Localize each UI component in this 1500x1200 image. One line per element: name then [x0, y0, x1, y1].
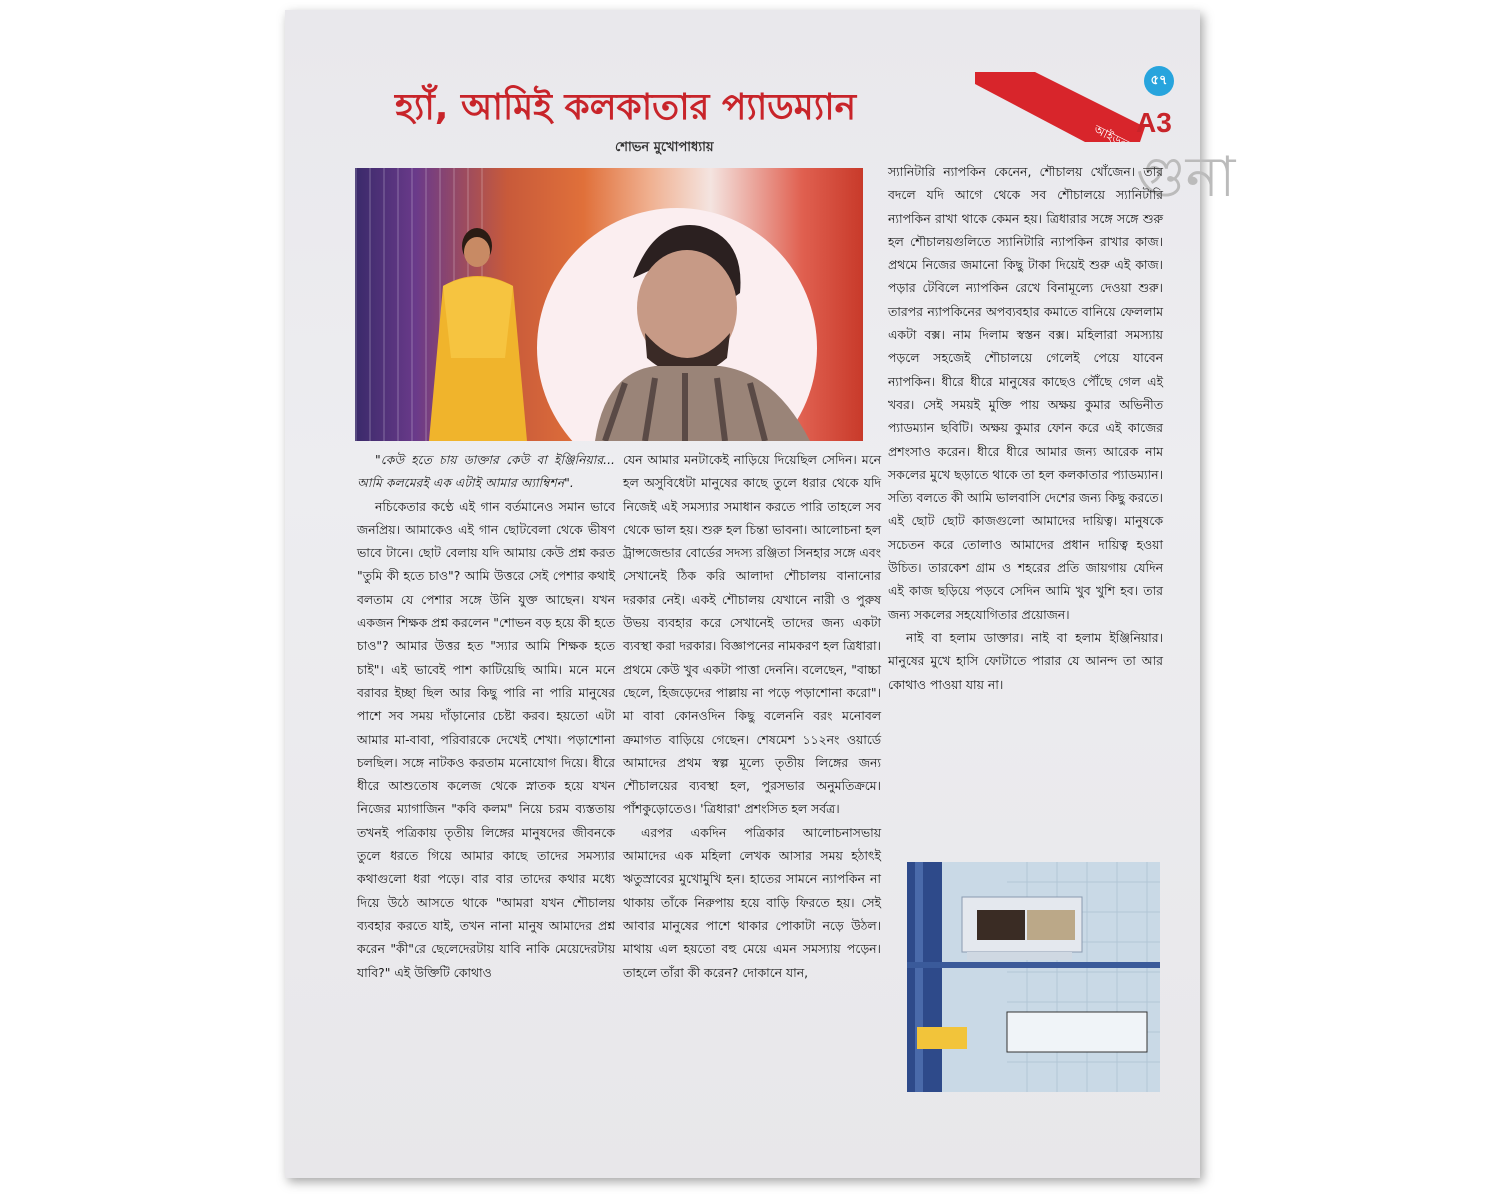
column-3-paragraph-1: স্যানিটারি ন্যাপকিন কেনেন, শৌচালয় খোঁজেন। তার বদলে যদি আগে থেকে সব শৌচালয়ে স্যানিটারি ন্যাপকিন রাখা থাকে কেমন হয়। ত্রিধারার সঙ্গে সঙ্গে শুরু হল শৌচালয়গুলিতে স্যানিটারি ন্যাপকিন রাখার কাজ। প্রথমে নিজের জমানো কিছু টাকা দিয়েই শুরু এই কাজ। পড়ার টেবিলে ন্যাপকিন রেখে বিনামূল্যে দেওয়া শুরু। তারপর ন্যাপকিনের অপব্যবহার কমাতে বানিয়ে ফেললাম একটা বক্স। নাম দিলাম স্বস্তন বক্স। মহিলারা সমস্যায় পড়লে সহজেই শৌচালয়ে গেলেই পেয়ে যাবেন ন্যাপকিন। ধীরে ধীরে মানুষের কাছেও পৌঁছে গেল এই খবর। সেই সময়ই মুক্তি পায় অক্ষয় কুমার অভিনীত প্যাডম্যান ছবিটি। অক্ষয় কুমার ফোন করে এই কাজের প্রশংসাও করেন। ধীরে ধীরে আমার জন্য আরেক নাম সকলের মুখে ছড়াতে থাকে তা হল কলকাতার প্যাডম্যান। সত্যি বলতে কী আমি ভালবাসি দেশের জন্য কিছু করতে। এই ছোট ছোট কাজগুলো আমাদের দায়িত্ব। মানুষকে সচেতন করে তোলাও আমাদের প্রধান দায়িত্ব হওয়া উচিত। তারকেশ গ্রাম ও শহরের প্রতি জায়গায় যেদিন এই কাজ ছড়িয়ে পড়বে সেদিন আমি খুব খুশি হব। তার জন্য সকলের সহযোগিতার প্রয়োজন।	[888, 164, 1163, 622]
column-3-paragraph-2: নাই বা হলাম ডাক্তার। নাই বা হলাম ইঞ্জিনিয়ার। মানুষের মুখে হাসি ফোটাতে পারার যে আনন্দ তা আর কোথাও পাওয়া যায় না।	[888, 629, 1163, 692]
column-2-paragraph-1: যেন আমার মনটাকেই নাড়িয়ে দিয়েছিল সেদিন। মনে হল অসুবিধেটা মানুষের কাছে তুলে ধরার থেকে যদি নিজেই এই সমস্যার সমাধান করতে পারি তাহলে সব থেকে ভাল হয়। শুরু হল চিন্তা ভাবনা। আলোচনা হল ট্রান্সজেন্ডার বোর্ডের সদস্য রঞ্জিতা সিনহার সঙ্গে এবং সেখানেই ঠিক করি আলাদা শৌচালয় বানানোর দরকার নেই। একই শৌচালয় যেখানে নারী ও পুরুষ উভয় ব্যবহার করে সেখানেই তাদের জন্য একটা ব্যবস্থা করা দরকার। বিজ্ঞাপনের নামকরণ হল ত্রিধারা। প্রথমে কেউ খুব একটা পাত্তা দেননি। বলেছেন, "বাচ্চা ছেলে, হিজড়েদের পাল্লায় না পড়ে পড়াশোনা করো"। মা বাবা কোনওদিন কিছু বলেননি বরং মনোবল ক্রমাগত বাড়িয়ে গেছেন। শেষমেশ ১১২নং ওয়ার্ডে আমাদের প্রথম স্বল্প মূল্যে তৃতীয় লিঙ্গের জন্য শৌচালয়ের ব্যবস্থা হল, পুরসভার অনুমতিক্রমে। পাঁশকুড়োতেও। 'ত্রিধারা' প্রশংসিত হল সর্বত্র।	[623, 452, 881, 817]
column-1-paragraph: নচিকেতার কণ্ঠে এই গান বর্তমানেও সমান ভাবে জনপ্রিয়। আমাকেও এই গান ছোটবেলা থেকে ভীষণ ভাবে টানে। ছোট বেলায় যদি আমায় কেউ প্রশ্ন করত "তুমি কী হতে চাও"? আমি উত্তরে সেই পেশার কথাই বলতাম যে পেশার সঙ্গে উনি যুক্ত আছেন। যখন একজন শিক্ষক প্রশ্ন করলেন "শোভন বড় হয়ে কী হতে চাও"? আমার উত্তর হত "স্যার আমি শিক্ষক হতে চাই"। এই ভাবেই পাশ কাটিয়েছি আমি। মনে মনে বরাবর ইচ্ছা ছিল আর কিছু পারি না পারি মানুষের পাশে সব সময় দাঁড়ানোর চেষ্টা করব। হয়তো এটা আমার মা-বাবা, পরিবারকে দেখেই শেখা। পড়াশোনা চলছিল। সঙ্গে নাটকও করতাম মনোযোগ দিয়ে। ধীরে ধীরে আশুতোষ কলেজ থেকে স্নাতক হয়ে যখন নিজের ম্যাগাজিন "কবি কলম" নিয়ে চরম ব্যস্ততায় তখনই পত্রিকায় তৃতীয় লিঙ্গের মানুষদের জীবনকে তুলে ধরতে গিয়ে আমার কাছে তাদের সমস্যার কথাগুলো ধরা পড়ে। বার বার তাদের কথার মধ্যে দিয়ে উঠে আসতে থাকে "আমরা যখন শৌচালয় ব্যবহার করতে যাই, তখন নানা মানুষ আমাদের প্রশ্ন করেন "কী"রে ছেলেদেরটায় যাবি নাকি মেয়েদেরটায় যাবি?" এই উক্তিটি কোথাও	[357, 498, 615, 980]
opening-quote: "কেউ হতে চায় ডাক্তার কেউ বা ইঞ্জিনিয়ার... আমি কলমেরই এক এটাই আমার অ্যাম্বিশন".	[357, 452, 615, 491]
washroom-illustration	[907, 862, 1160, 1092]
article-column-3	[888, 160, 1163, 696]
article-title: হ্যাঁ, আমিই কলকাতার প্যাডম্যান	[395, 87, 857, 128]
header-photo	[355, 168, 863, 441]
logo-bottom-text: গুনা	[1136, 145, 1236, 210]
article-byline: শোভন মুখোপাধ্যায়	[615, 140, 714, 155]
column-2-paragraph-2: এরপর একদিন পত্রিকার আলোচনাসভায় আমাদের এক মহিলা লেখক আসার সময় হঠাৎই ঋতুস্রাবের মুখোমুখি হন। হাতের সামনে ন্যাপকিন না থাকায় তাঁকে নিরুপায় হয়ে বাড়ি ফিরতে হয়। সেই আবার মানুষের পাশে থাকার পোকাটা নড়ে উঠল। মাথায় এল হয়তো বহু মেয়ে এমন সমস্যায় পড়েন। তাহলে তাঁরা কী করেন? দোকানে যান,	[623, 824, 881, 980]
person-figures	[355, 168, 863, 441]
section-tag: আইডল	[1091, 122, 1132, 142]
section-ribbon	[975, 72, 1155, 142]
napkin-box-photo	[907, 862, 1160, 1092]
article-column-2	[623, 448, 881, 984]
page-number: ৫৭	[1144, 66, 1174, 96]
article-column-1	[357, 448, 615, 984]
logo-top-text: A3	[1136, 107, 1172, 138]
